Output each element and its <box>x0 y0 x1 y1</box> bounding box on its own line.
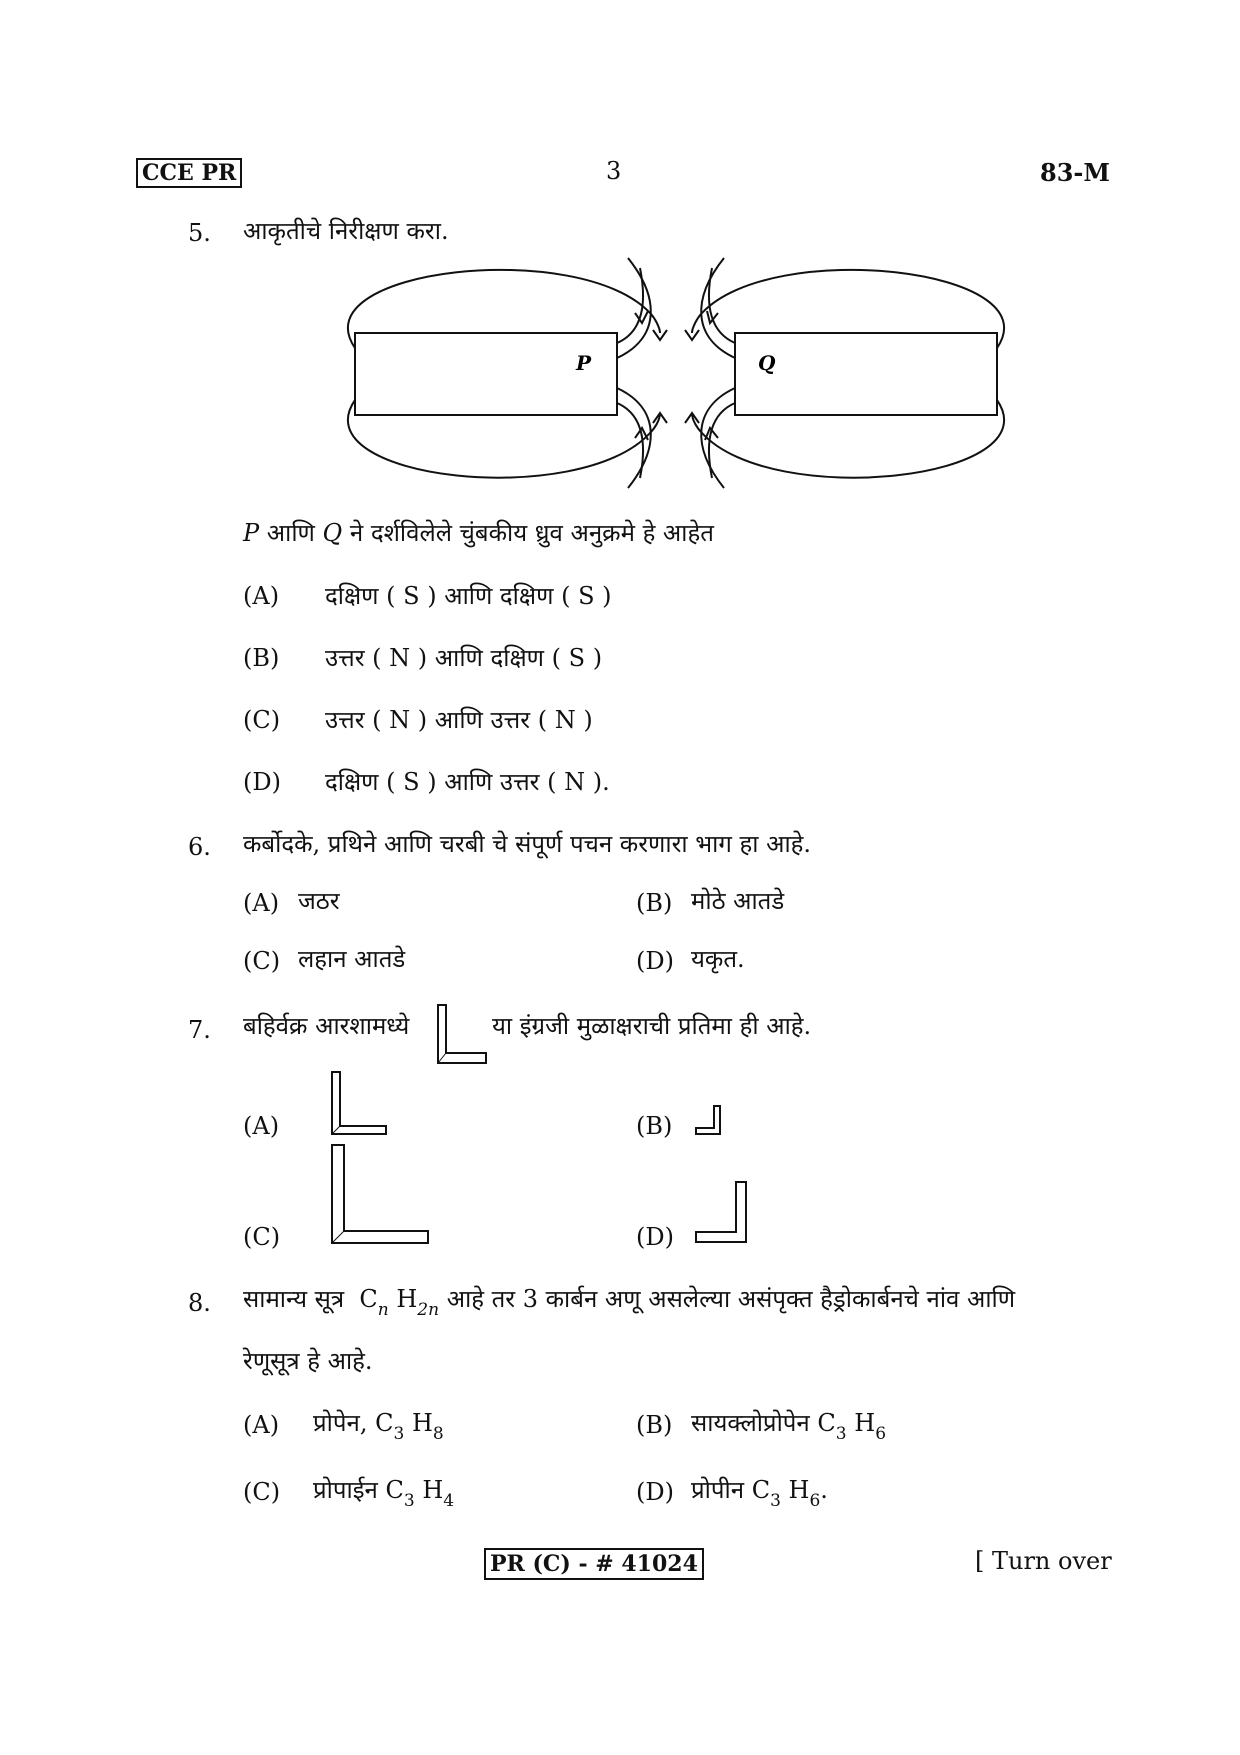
q7-letter-l-object <box>436 1003 488 1065</box>
q8-formula-n: n <box>377 1300 389 1320</box>
q7-text-before: बहिर्वक्र आरशामध्ये <box>243 1012 410 1040</box>
q8-option-c-h: H <box>422 1476 444 1504</box>
q5-option-c-text: उत्तर ( N ) आणि उत्तर ( N ) <box>325 706 593 734</box>
q8-option-a-c: C <box>375 1409 394 1437</box>
q8-option-c-name: प्रोपाईन <box>313 1476 378 1504</box>
q8-option-a-name: प्रोपेन, <box>313 1409 368 1437</box>
q8-option-c-c: C <box>385 1476 404 1504</box>
q8-option-b-name: सायक्लोप्रोपेन <box>691 1409 810 1437</box>
q7-option-d-image <box>694 1180 750 1244</box>
q5-option-c-key[interactable]: (C) <box>243 706 281 734</box>
q8-option-a-text <box>313 1408 444 1449</box>
q5-text: आकृतीचे निरीक्षण करा. <box>243 217 449 245</box>
q6-option-b-key[interactable]: (B) <box>636 889 673 917</box>
turn-over: [ Turn over <box>975 1547 1112 1575</box>
q6-option-d-text: यकृत. <box>691 945 745 973</box>
q6-option-b-text: मोठे आतडे <box>691 887 785 915</box>
q8-line1-b: आहे तर 3 कार्बन अणू असलेल्या असंपृक्त हैड्रोकार्बनचे नांव आणि <box>446 1285 1016 1313</box>
q8-option-b-key[interactable]: (B) <box>636 1411 673 1439</box>
q8-option-b-h-sub: 6 <box>875 1424 887 1444</box>
q8-option-d-text <box>691 1475 828 1516</box>
q8-option-d-key[interactable]: (D) <box>636 1478 674 1506</box>
q8-line1 <box>243 1284 1015 1325</box>
q5-option-a-key[interactable]: (A) <box>243 582 280 610</box>
q7-option-b-image <box>694 1104 722 1136</box>
q8-option-a-h-sub: 8 <box>432 1424 444 1444</box>
q8-option-b-text <box>691 1408 886 1449</box>
q8-formula-2n: 2n <box>417 1300 440 1320</box>
q8-formula-h: H <box>396 1285 418 1313</box>
q5-stem-rest: ने दर्शविलेले चुंबकीय ध्रुव अनुक्रमे हे आहेत <box>349 519 714 547</box>
q7-number: 7. <box>188 1016 211 1044</box>
q8-formula-c: C <box>359 1285 378 1313</box>
q8-line2: रेणूसूत्र हे आहे. <box>243 1347 373 1375</box>
q5-option-d-key[interactable]: (D) <box>243 768 281 796</box>
q8-line1-a: सामान्य सूत्र <box>243 1285 345 1313</box>
q8-option-a-key[interactable]: (A) <box>243 1411 280 1439</box>
label-p: P <box>576 351 592 375</box>
q8-option-a-h: H <box>411 1409 433 1437</box>
footer-code: PR (C) - # 41024 <box>484 1548 704 1580</box>
q8-option-a-c-sub: 3 <box>393 1424 405 1444</box>
q6-text: कर्बोदके, प्रथिने आणि चरबी चे संपूर्ण पचन करणारा भाग हा आहे. <box>243 830 811 858</box>
q6-option-c-key[interactable]: (C) <box>243 947 281 975</box>
q7-option-b-key[interactable]: (B) <box>636 1112 673 1140</box>
header-paper-code: 83-M <box>1040 158 1110 187</box>
page-number: 3 <box>606 157 622 185</box>
q5-option-b-text: उत्तर ( N ) आणि दक्षिण ( S ) <box>325 644 603 672</box>
q8-option-d-c-sub: 3 <box>770 1491 781 1511</box>
q8-option-c-h-sub: 4 <box>443 1491 455 1511</box>
q8-option-b-c: C <box>817 1409 836 1437</box>
q5-option-a-text: दक्षिण ( S ) आणि दक्षिण ( S ) <box>325 582 612 610</box>
q8-formula <box>352 1285 440 1320</box>
q7-option-a-key[interactable]: (A) <box>243 1112 280 1140</box>
q7-text-after: या इंग्रजी मुळाक्षराची प्रतिमा ही आहे. <box>492 1012 812 1040</box>
q5-stem-q: Q <box>322 519 343 547</box>
q8-option-c-key[interactable]: (C) <box>243 1478 281 1506</box>
q7-option-c-image <box>330 1143 430 1246</box>
q5-stem-p: P <box>243 519 260 547</box>
q6-number: 6. <box>188 833 211 861</box>
q8-option-d-name: प्रोपीन <box>691 1476 745 1504</box>
q8-option-c-c-sub: 3 <box>403 1491 415 1511</box>
q8-option-b-h: H <box>854 1409 876 1437</box>
label-q: Q <box>758 351 776 375</box>
q8-number: 8. <box>188 1289 211 1317</box>
q8-option-b-c-sub: 3 <box>835 1424 847 1444</box>
magnet-field-diagram <box>330 248 1030 498</box>
q8-option-c-text <box>313 1475 454 1516</box>
q7-option-c-key[interactable]: (C) <box>243 1223 281 1251</box>
q8-option-d-c: C <box>751 1476 771 1504</box>
q6-option-d-key[interactable]: (D) <box>636 947 674 975</box>
header-code: CCE PR <box>136 158 242 188</box>
q7-option-d-key[interactable]: (D) <box>636 1223 674 1251</box>
q5-number: 5. <box>188 219 211 247</box>
q5-option-d-text: दक्षिण ( S ) आणि उत्तर ( N ). <box>325 768 610 796</box>
q8-option-d-tail: . <box>820 1476 828 1504</box>
q6-option-a-text: जठर <box>298 887 340 915</box>
q5-stem-and: आणि <box>266 519 315 547</box>
q8-option-d-h: H <box>788 1476 810 1504</box>
q6-option-c-text: लहान आतडे <box>298 945 406 973</box>
q5-stem <box>243 518 714 548</box>
q6-option-a-key[interactable]: (A) <box>243 889 280 917</box>
q5-option-b-key[interactable]: (B) <box>243 644 280 672</box>
q8-option-d-h-sub: 6 <box>809 1491 821 1511</box>
q7-option-a-image <box>330 1070 388 1136</box>
